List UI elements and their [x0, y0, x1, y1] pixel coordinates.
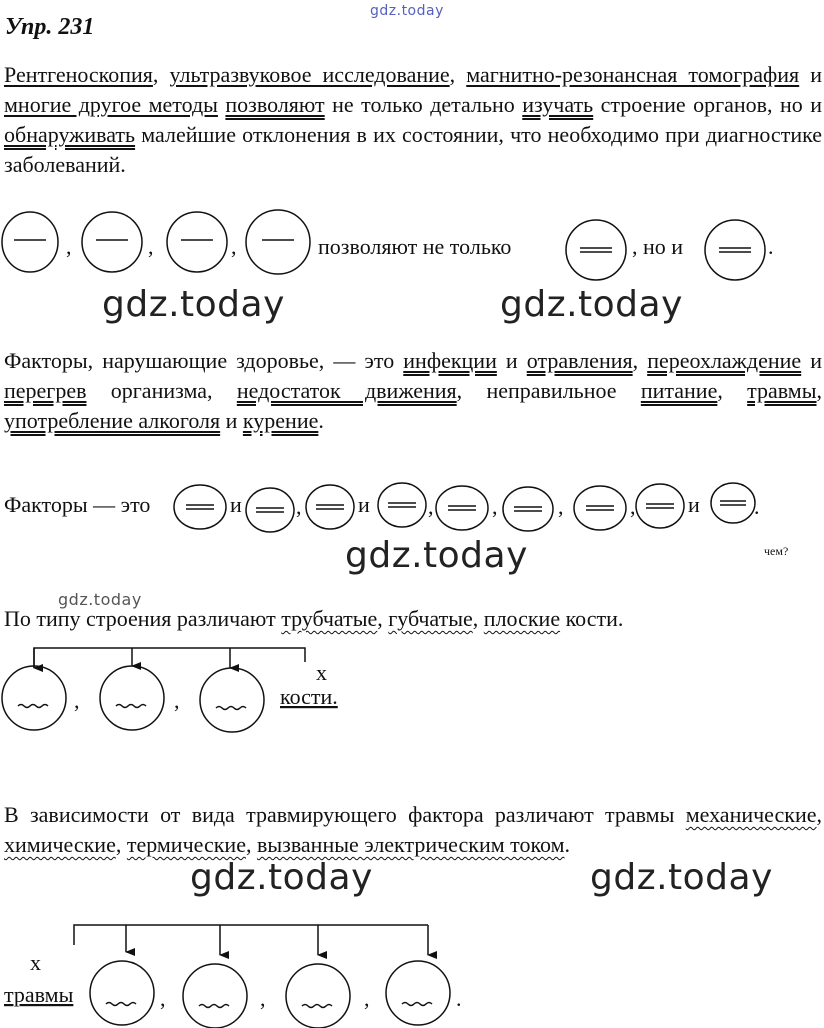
circle-subject — [82, 212, 142, 272]
conjunction: и — [230, 492, 242, 517]
bracket-line — [74, 925, 428, 945]
predicate-7: травмы — [747, 378, 817, 403]
text: Факторы, нарушающие здоровье, — это — [4, 348, 404, 373]
text: не только детально — [324, 92, 523, 117]
watermark-3: gdz.today — [345, 535, 528, 576]
text: , неправильное — [456, 378, 641, 403]
exercise-title: Упр. 231 — [5, 14, 95, 40]
circle-predicate — [436, 486, 488, 530]
text: малейшие отклонения в их состоянии, что необходимо при диагностике заболеваний. — [4, 122, 822, 177]
circle-attribute — [183, 964, 247, 1028]
circle-predicate — [378, 483, 426, 527]
circle-subject — [2, 212, 58, 272]
scheme-end: . — [768, 234, 774, 259]
main-word: кости. — [280, 684, 338, 709]
predicate-2: отравления — [526, 348, 633, 373]
subject-1: Рентгеноскопия — [4, 62, 153, 87]
separator: , — [364, 986, 370, 1011]
attribute-3: термические — [126, 832, 246, 857]
attribute-1: механические — [685, 802, 817, 827]
watermark-6: gdz.today — [590, 857, 773, 898]
separator: , — [260, 986, 266, 1011]
circle-subject — [167, 212, 227, 272]
main-word: травмы — [4, 982, 74, 1007]
text: , — [816, 378, 823, 403]
scheme-4 — [74, 925, 450, 1028]
predicate-5: недостаток движения — [236, 378, 457, 403]
scheme-end: . — [754, 494, 760, 519]
watermark-5: gdz.today — [190, 857, 373, 898]
circle-attribute — [2, 666, 66, 730]
text: и — [799, 62, 823, 87]
text: строение органов, но и — [593, 92, 822, 117]
circle-predicate — [711, 483, 755, 523]
text: В зависимости от вида травмирующего фактора различают травмы — [4, 802, 686, 827]
conjunction: и — [688, 492, 700, 517]
text: , — [377, 606, 389, 631]
separator: , — [66, 234, 72, 259]
predicate-2: изучать — [522, 92, 594, 117]
subject-4: многие другое методы — [4, 92, 218, 117]
bracket-line — [34, 648, 305, 668]
subject-2: ультразвуковое исследование — [169, 62, 450, 87]
x-mark: х — [30, 950, 41, 975]
circle-attribute — [90, 961, 154, 1025]
attribute-1: трубчатые — [281, 606, 378, 631]
circle-predicate — [174, 485, 226, 529]
subject-3: магнитно-резонансная томография — [466, 62, 800, 87]
watermark-top: gdz.today — [370, 3, 444, 19]
question-label: чем? — [764, 544, 789, 558]
text: и — [220, 408, 243, 433]
circle-predicate — [246, 488, 294, 532]
predicate-1: инфекции — [403, 348, 497, 373]
scheme-3 — [2, 648, 305, 732]
scheme-4-text — [4, 950, 462, 1011]
separator: , — [160, 986, 166, 1011]
separator: , — [148, 234, 154, 259]
scheme-text: позволяют не только — [318, 234, 512, 259]
circle-attribute — [386, 961, 450, 1025]
text: , — [245, 832, 257, 857]
circle-subject — [246, 210, 310, 274]
predicate-4: перегрев — [4, 378, 87, 403]
circle-predicate — [306, 485, 354, 529]
predicate-3: обнаруживать — [4, 122, 136, 147]
text: кости. — [560, 606, 624, 631]
circle-predicate — [705, 220, 765, 280]
separator: , — [630, 494, 636, 519]
scheme-end: . — [456, 986, 462, 1011]
text: , — [449, 62, 467, 87]
text: . — [318, 408, 324, 433]
text: и — [801, 348, 822, 373]
wavy-mark — [216, 707, 246, 710]
attribute-2: губчатые — [388, 606, 473, 631]
predicate-8: употребление алкоголя — [4, 408, 221, 433]
watermark-2: gdz.today — [500, 284, 683, 325]
text: , — [717, 378, 748, 403]
separator: , — [428, 494, 434, 519]
separator: , — [231, 234, 237, 259]
circle-predicate — [574, 486, 626, 530]
wavy-mark — [402, 1003, 432, 1006]
scheme-start: Факторы — это — [4, 492, 151, 517]
scheme-3-text — [74, 660, 338, 713]
text: и — [496, 348, 527, 373]
text: , — [816, 802, 822, 827]
wavy-mark — [106, 1003, 136, 1006]
predicate-9: курение — [242, 408, 319, 433]
text: организма, — [86, 378, 237, 403]
separator: , — [492, 494, 498, 519]
predicate-3: переохлаждение — [647, 348, 802, 373]
text: , — [472, 606, 484, 631]
wavy-mark — [199, 1005, 229, 1008]
scheme-text: , но и — [632, 234, 684, 259]
separator: , — [296, 494, 302, 519]
text: , — [632, 348, 648, 373]
predicate-6: питание — [640, 378, 718, 403]
circle-attribute — [200, 668, 264, 732]
predicate-1: позволяют — [225, 92, 325, 117]
circle-predicate — [636, 484, 684, 528]
watermark-4: gdz.today — [58, 590, 142, 609]
wavy-mark — [302, 1005, 332, 1008]
scheme-2 — [174, 483, 755, 532]
watermark-1: gdz.today — [102, 284, 285, 325]
text: По типу строения различают — [4, 606, 282, 631]
separator: , — [558, 494, 564, 519]
scheme-1-text — [66, 234, 774, 259]
wavy-mark — [116, 705, 146, 708]
separator: , — [74, 688, 80, 713]
separator: , — [174, 688, 180, 713]
text: . — [564, 832, 571, 857]
text: , — [115, 832, 127, 857]
circle-predicate — [566, 220, 626, 280]
attribute-2: химические — [4, 832, 116, 857]
wavy-mark — [18, 705, 48, 708]
x-mark: х — [316, 660, 327, 685]
conjunction: и — [358, 492, 370, 517]
circle-attribute — [286, 964, 350, 1028]
circle-attribute — [100, 666, 164, 730]
attribute-4: вызванные электрическим током — [256, 832, 565, 857]
text: , — [152, 62, 170, 87]
circle-predicate — [503, 487, 553, 531]
attribute-3: плоские — [483, 606, 561, 631]
